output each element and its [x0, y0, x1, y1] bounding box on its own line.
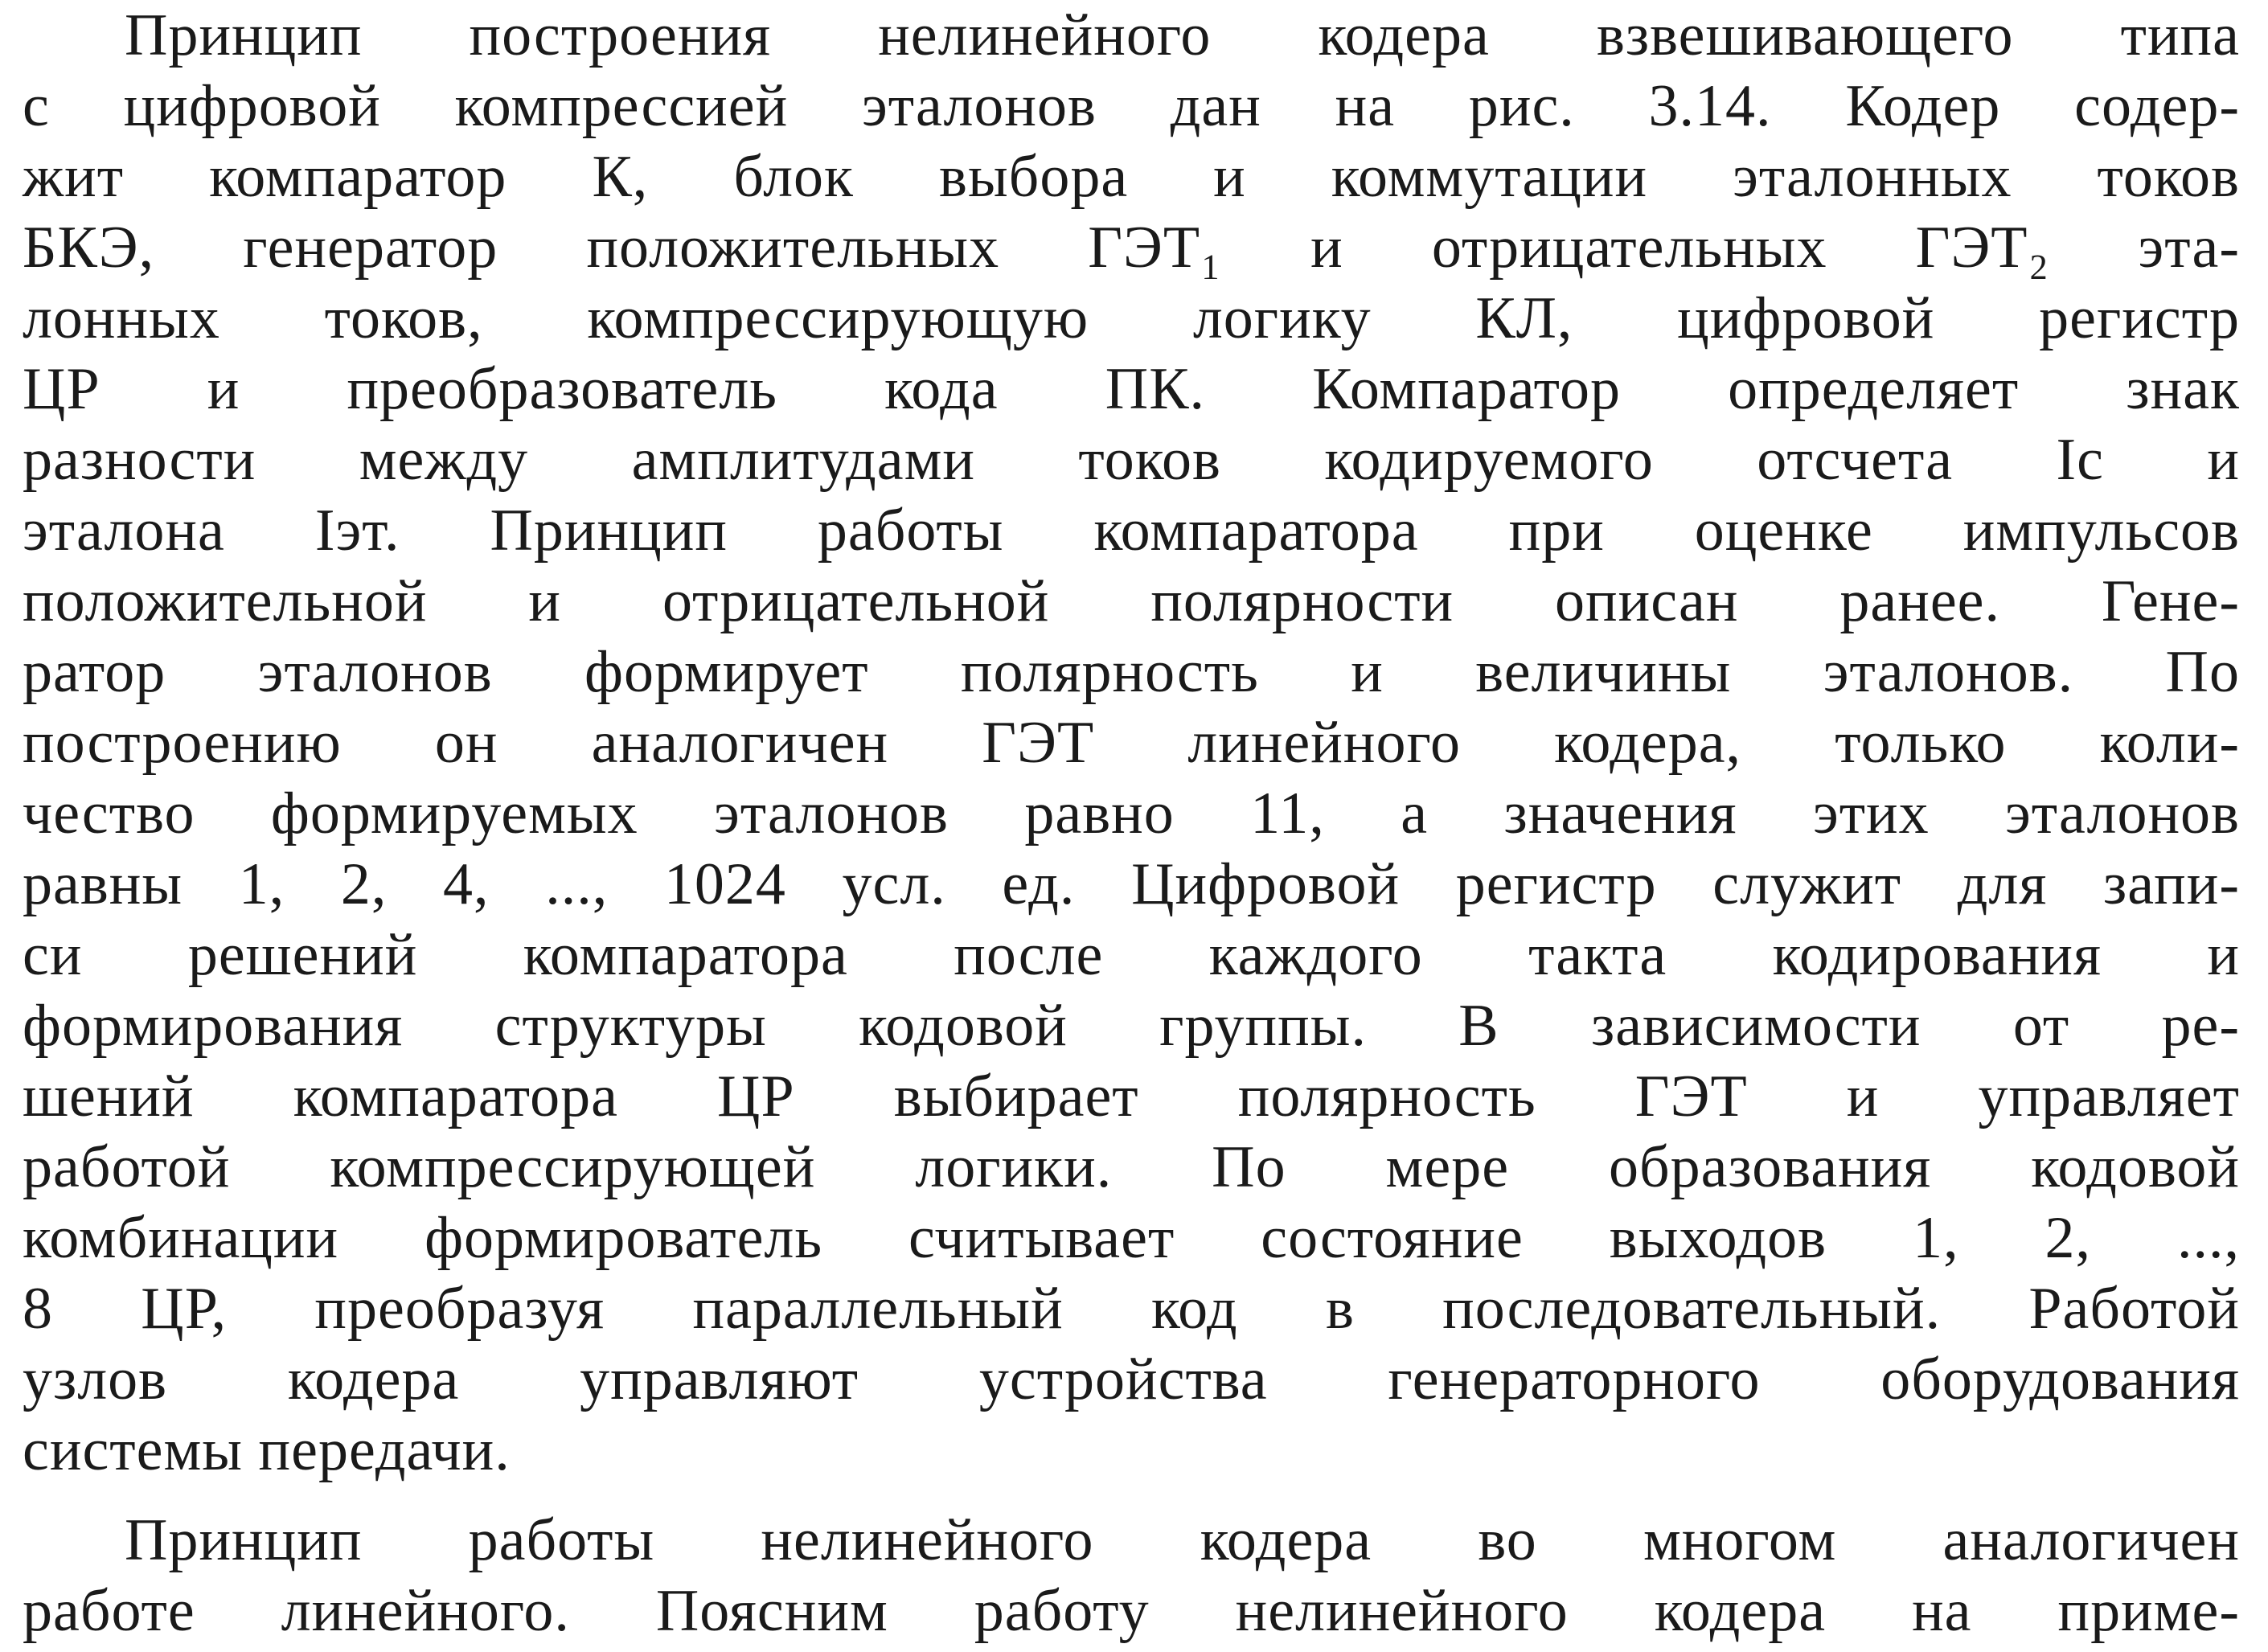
paragraph-1-line-19: 8 ЦР, преобразуя параллельный код в последовательный. Работой [23, 1276, 2240, 1342]
paragraph-1-line-1: Принцип построения нелинейного кодера взвешивающего типа [125, 2, 2240, 68]
paragraph-1-line-18: комбинации формирователь считывает состояние выходов 1, 2, ..., [23, 1205, 2240, 1271]
paragraph-1-line-3: жит компаратор К, блок выбора и коммутации эталонных токов [23, 144, 2240, 210]
paragraph-1-line-5: лонных токов, компрессирующую логику КЛ, цифровой регистр [23, 285, 2240, 351]
paragraph-1-line-10: ратор эталонов формирует полярность и величины эталонов. По [23, 639, 2240, 705]
paragraph-2-line-1: Принцип работы нелинейного кодера во многом аналогичен [125, 1507, 2240, 1573]
paragraph-1-line-12: чество формируемых эталонов равно 11, а значения этих эталонов [23, 781, 2240, 846]
paragraph-2-line-2: работе линейного. Поясним работу нелинейного кодера на приме- [23, 1578, 2240, 1644]
paragraph-1-line-11: построению он аналогичен ГЭТ линейного кодера, только коли- [23, 710, 2240, 776]
paragraph-1-line-8: эталона Iэт. Принцип работы компаратора при оценке импульсов [23, 498, 2240, 564]
paragraph-1-line-2: с цифровой компрессией эталонов дан на рис. 3.14. Кодер содер- [23, 73, 2240, 139]
paragraph-1-line-4: БКЭ, генератор положительных ГЭТ₁ и отрицательных ГЭТ₂ эта- [23, 215, 2240, 281]
paragraph-1-line-17: работой компрессирующей логики. По мере образования кодовой [23, 1134, 2240, 1200]
paragraph-1-line-13: равны 1, 2, 4, ..., 1024 усл. ед. Цифровой регистр служит для запи- [23, 851, 2240, 917]
paragraph-1-line-9: положительной и отрицательной полярности описан ранее. Гене- [23, 568, 2240, 634]
paragraph-1-line-6: ЦР и преобразователь кода ПК. Компаратор определяет знак [23, 356, 2240, 422]
paragraph-1-line-14: си решений компаратора после каждого такта кодирования и [23, 922, 2240, 988]
paragraph-1-line-7: разности между амплитудами токов кодируемого отсчета Iс и [23, 427, 2240, 493]
paragraph-1-line-15: формирования структуры кодовой группы. В зависимости от ре- [23, 993, 2240, 1059]
paragraph-1-line-16: шений компаратора ЦР выбирает полярность ГЭТ и управляет [23, 1064, 2240, 1129]
paragraph-1-line-21: системы передачи. [23, 1417, 511, 1483]
paragraph-1-line-20: узлов кодера управляют устройства генераторного оборудования [23, 1347, 2240, 1412]
